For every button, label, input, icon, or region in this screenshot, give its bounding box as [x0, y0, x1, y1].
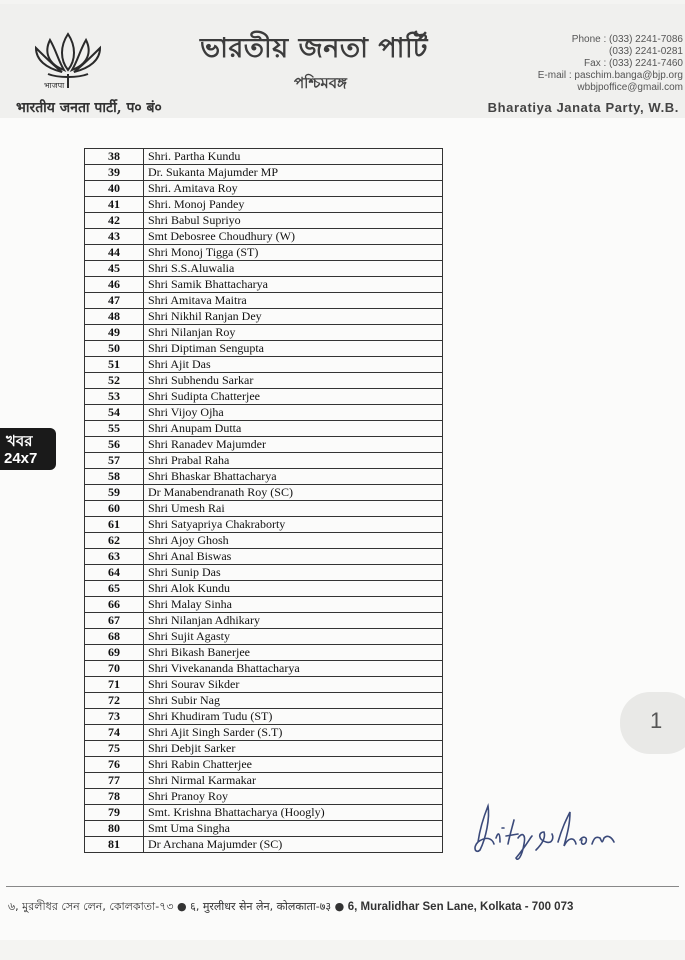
member-name: Shri Amitava Maitra — [144, 293, 443, 309]
member-name: Shri Prabal Raha — [144, 453, 443, 469]
member-name: Shri S.S.Aluwalia — [144, 261, 443, 277]
member-name: Shri Rabin Chatterjee — [144, 757, 443, 773]
table-row — [85, 277, 443, 293]
table-row — [85, 629, 443, 645]
member-name: Shri Anupam Dutta — [144, 421, 443, 437]
table-row — [85, 405, 443, 421]
members-table — [84, 148, 443, 853]
table-row — [85, 373, 443, 389]
letterhead — [0, 4, 685, 118]
members-table-body — [85, 149, 443, 853]
member-number: 71 — [85, 677, 144, 693]
table-row — [85, 149, 443, 165]
member-name: Shri Subhendu Sarkar — [144, 373, 443, 389]
member-number: 75 — [85, 741, 144, 757]
member-name: Shri Nilanjan Roy — [144, 325, 443, 341]
watermark-badge — [0, 428, 56, 470]
member-name: Dr. Sukanta Majumder MP — [144, 165, 443, 181]
member-number: 72 — [85, 693, 144, 709]
table-row — [85, 485, 443, 501]
table-row — [85, 741, 443, 757]
phone-line-2: (033) 2241-0281 — [609, 46, 683, 57]
table-row — [85, 309, 443, 325]
member-name: Shri. Monoj Pandey — [144, 197, 443, 213]
table-row — [85, 165, 443, 181]
member-number: 70 — [85, 661, 144, 677]
member-number: 66 — [85, 597, 144, 613]
table-row — [85, 437, 443, 453]
table-row — [85, 453, 443, 469]
table-row — [85, 341, 443, 357]
table-row — [85, 725, 443, 741]
member-name: Shri Anal Biswas — [144, 549, 443, 565]
table-row — [85, 661, 443, 677]
member-number: 54 — [85, 405, 144, 421]
member-name: Shri Ajoy Ghosh — [144, 533, 443, 549]
member-name: Shri Babul Supriyo — [144, 213, 443, 229]
member-number: 64 — [85, 565, 144, 581]
watermark-line-2: 24x7 — [4, 450, 38, 467]
member-name: Shri Vijoy Ojha — [144, 405, 443, 421]
member-name: Dr Manabendranath Roy (SC) — [144, 485, 443, 501]
member-name: Shri Samik Bhattacharya — [144, 277, 443, 293]
member-number: 39 — [85, 165, 144, 181]
member-number: 67 — [85, 613, 144, 629]
table-row — [85, 773, 443, 789]
table-row — [85, 213, 443, 229]
table-row — [85, 613, 443, 629]
table-row — [85, 293, 443, 309]
table-row — [85, 517, 443, 533]
member-name: Shri Alok Kundu — [144, 581, 443, 597]
member-name: Shri Nirmal Karmakar — [144, 773, 443, 789]
table-row — [85, 805, 443, 821]
member-number: 51 — [85, 357, 144, 373]
member-name: Shri Nikhil Ranjan Dey — [144, 309, 443, 325]
member-number: 80 — [85, 821, 144, 837]
contact-block — [538, 34, 683, 94]
table-row — [85, 821, 443, 837]
table-row — [85, 533, 443, 549]
member-name: Shri Subir Nag — [144, 693, 443, 709]
footer-address — [8, 898, 678, 917]
footer-divider — [6, 886, 679, 887]
member-number: 44 — [85, 245, 144, 261]
fax-line: Fax : (033) 2241-7460 — [584, 58, 683, 69]
member-number: 73 — [85, 709, 144, 725]
member-number: 79 — [85, 805, 144, 821]
member-name: Shri Khudiram Tudu (ST) — [144, 709, 443, 725]
table-row — [85, 245, 443, 261]
member-number: 63 — [85, 549, 144, 565]
table-row — [85, 197, 443, 213]
member-number: 55 — [85, 421, 144, 437]
member-number: 42 — [85, 213, 144, 229]
member-name: Shri. Amitava Roy — [144, 181, 443, 197]
footer-address-bengali: ৬, মুরলীধর সেন লেন, কোলকাতা-৭৩ ● — [8, 900, 191, 913]
table-row — [85, 565, 443, 581]
table-row — [85, 549, 443, 565]
member-number: 58 — [85, 469, 144, 485]
table-row — [85, 357, 443, 373]
page-number: 1 — [650, 708, 663, 733]
member-number: 56 — [85, 437, 144, 453]
member-name: Shri Bikash Banerjee — [144, 645, 443, 661]
table-row — [85, 501, 443, 517]
member-number: 43 — [85, 229, 144, 245]
state-name-bengali: পশ্চিমবঙ্গ — [294, 74, 347, 92]
member-name: Shri. Partha Kundu — [144, 149, 443, 165]
member-number: 57 — [85, 453, 144, 469]
lotus-logo — [28, 26, 108, 98]
handwritten-signature — [466, 798, 626, 864]
member-number: 62 — [85, 533, 144, 549]
party-name-english: Bharatiya Janata Party, W.B. — [487, 100, 679, 115]
table-row — [85, 389, 443, 405]
member-name: Dr Archana Majumder (SC) — [144, 837, 443, 853]
member-number: 69 — [85, 645, 144, 661]
member-name: Shri Sujit Agasty — [144, 629, 443, 645]
table-row — [85, 469, 443, 485]
table-row — [85, 229, 443, 245]
email-line-1: E-mail : paschim.banga@bjp.org — [537, 70, 683, 81]
member-name: Shri Malay Sinha — [144, 597, 443, 613]
table-row — [85, 421, 443, 437]
table-row — [85, 709, 443, 725]
member-number: 61 — [85, 517, 144, 533]
member-name: Shri Ranadev Majumder — [144, 437, 443, 453]
member-name: Shri Satyapriya Chakraborty — [144, 517, 443, 533]
watermark-line-1: খবর — [6, 432, 33, 450]
member-number: 46 — [85, 277, 144, 293]
party-name-hindi: भारतीय जनता पार्टी, प० बं० — [16, 100, 162, 116]
member-number: 60 — [85, 501, 144, 517]
member-name: Shri Ajit Singh Sarder (S.T) — [144, 725, 443, 741]
member-name: Smt Uma Singha — [144, 821, 443, 837]
member-name: Shri Umesh Rai — [144, 501, 443, 517]
member-name: Shri Monoj Tigga (ST) — [144, 245, 443, 261]
member-name: Shri Vivekananda Bhattacharya — [144, 661, 443, 677]
member-name: Shri Diptiman Sengupta — [144, 341, 443, 357]
table-row — [85, 181, 443, 197]
member-number: 45 — [85, 261, 144, 277]
member-name: Shri Pranoy Roy — [144, 789, 443, 805]
member-number: 68 — [85, 629, 144, 645]
member-name: Smt. Krishna Bhattacharya (Hoogly) — [144, 805, 443, 821]
member-number: 41 — [85, 197, 144, 213]
email-line-2: wbbjpoffice@gmail.com — [577, 82, 683, 93]
member-number: 65 — [85, 581, 144, 597]
member-number: 77 — [85, 773, 144, 789]
member-number: 53 — [85, 389, 144, 405]
phone-line-1: Phone : (033) 2241-7086 — [571, 34, 683, 45]
member-number: 76 — [85, 757, 144, 773]
table-row — [85, 325, 443, 341]
member-number: 40 — [85, 181, 144, 197]
member-number: 59 — [85, 485, 144, 501]
member-name: Shri Nilanjan Adhikary — [144, 613, 443, 629]
footer-address-hindi: ६, मुरलीधर सेन लेन, कोलकाता-७३ ● — [190, 900, 348, 913]
member-number: 50 — [85, 341, 144, 357]
member-name: Smt Debosree Choudhury (W) — [144, 229, 443, 245]
member-name: Shri Bhaskar Bhattacharya — [144, 469, 443, 485]
logo-caption: भाजपा — [44, 81, 65, 90]
table-row — [85, 581, 443, 597]
member-number: 78 — [85, 789, 144, 805]
member-number: 52 — [85, 373, 144, 389]
table-row — [85, 757, 443, 773]
table-row — [85, 789, 443, 805]
table-row — [85, 837, 443, 853]
table-row — [85, 693, 443, 709]
member-number: 49 — [85, 325, 144, 341]
table-row — [85, 677, 443, 693]
member-number: 47 — [85, 293, 144, 309]
party-name-bengali: ভারতীয় জনতা পার্টি — [200, 33, 428, 64]
member-number: 81 — [85, 837, 144, 853]
table-row — [85, 597, 443, 613]
footer-address-english: 6, Muralidhar Sen Lane, Kolkata - 700 073 — [347, 901, 574, 913]
member-name: Shri Sunip Das — [144, 565, 443, 581]
member-number: 48 — [85, 309, 144, 325]
member-number: 38 — [85, 149, 144, 165]
member-name: Shri Ajit Das — [144, 357, 443, 373]
member-number: 74 — [85, 725, 144, 741]
member-name: Shri Sourav Sikder — [144, 677, 443, 693]
table-row — [85, 261, 443, 277]
table-row — [85, 645, 443, 661]
member-name: Shri Sudipta Chatterjee — [144, 389, 443, 405]
member-name: Shri Debjit Sarker — [144, 741, 443, 757]
